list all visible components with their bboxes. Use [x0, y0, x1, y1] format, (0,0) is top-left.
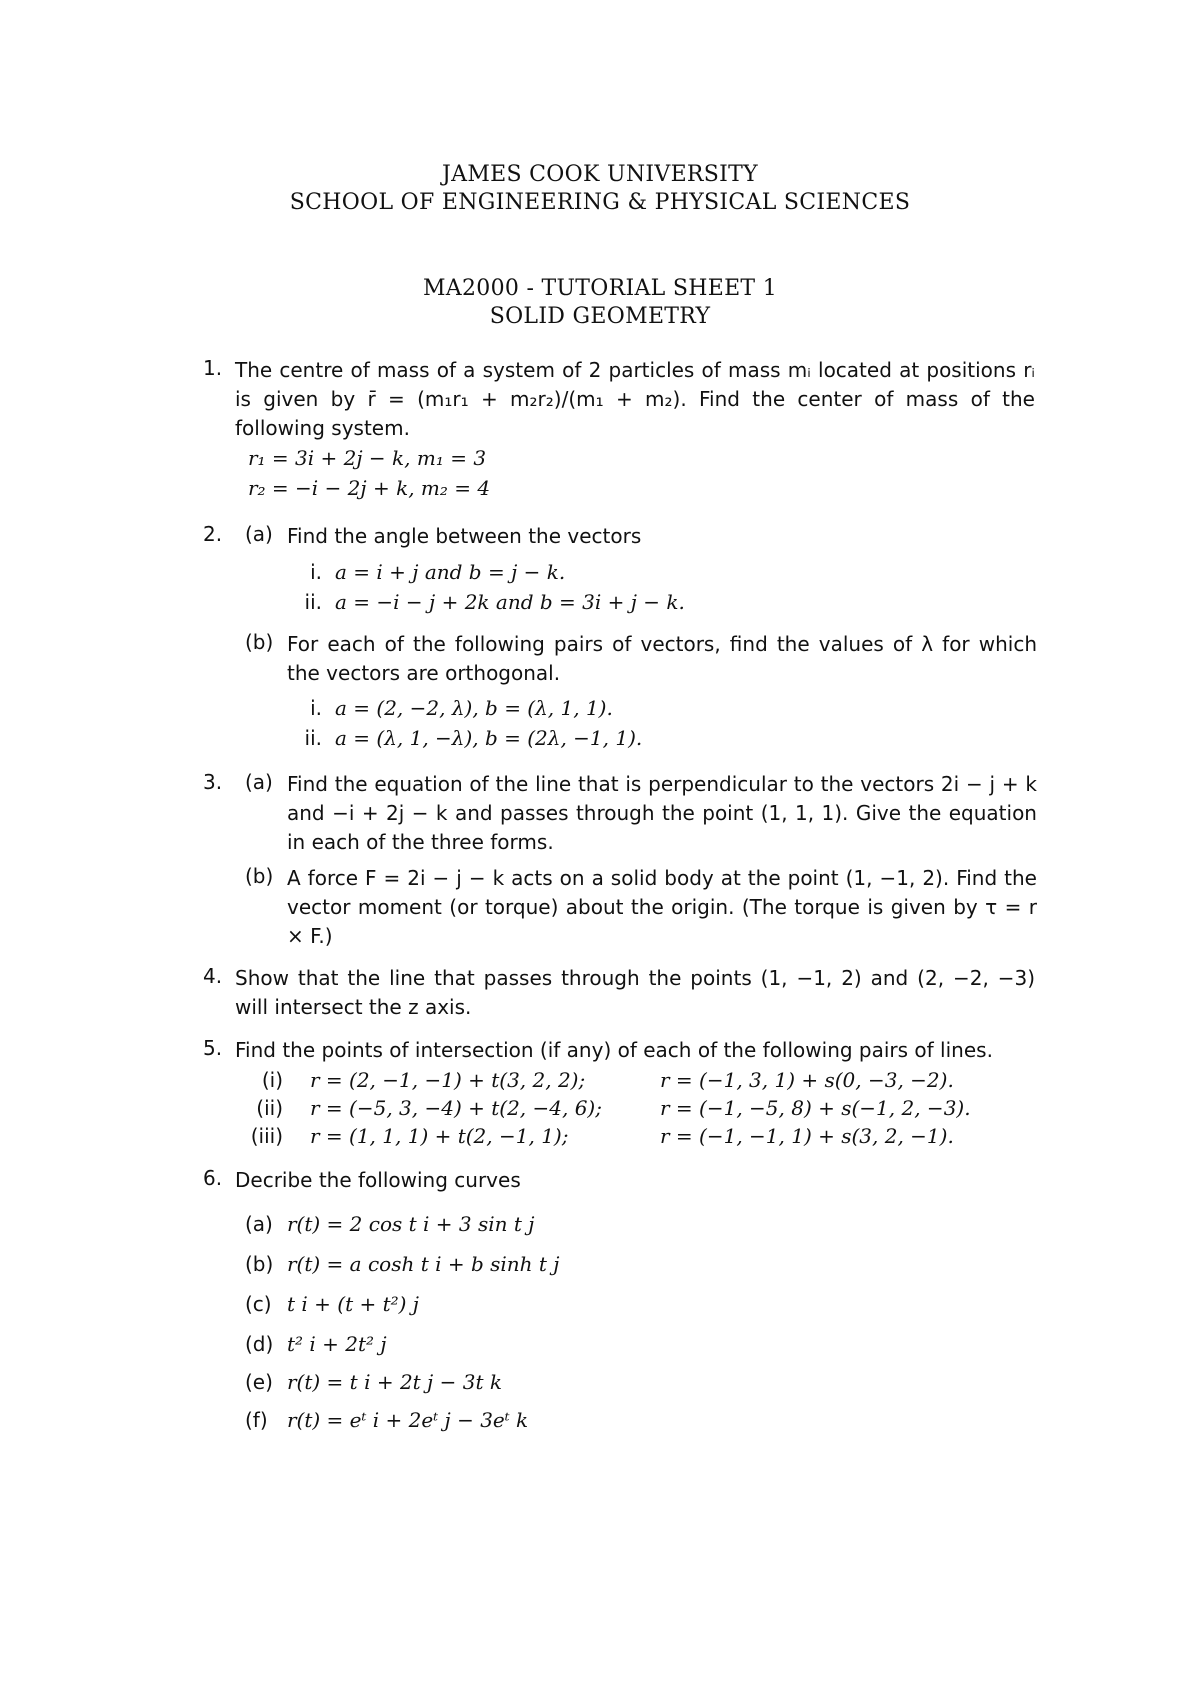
q2-number: 2. [203, 522, 223, 546]
q5-row-label: (i) [261, 1068, 283, 1092]
q5-number: 5. [203, 1036, 223, 1060]
q5-row-line2: r = (−1, −5, 8) + s(−1, 2, −3). [660, 1096, 971, 1120]
q1-text: The centre of mass of a system of 2 particles of mass mᵢ located at positions rᵢ is given by r̄ = (m₁r₁ + m₂r₂)/(m₁ + m₂). Find the center of mass of the following system. [235, 358, 1035, 440]
q3-number: 3. [203, 770, 223, 794]
q1-number: 1. [203, 356, 223, 380]
q5-text: Find the points of intersection (if any) of each of the following pairs of lines. [235, 1038, 993, 1062]
q3a-label: (a) [245, 770, 273, 794]
q5-row-label: (iii) [250, 1124, 283, 1148]
q2a-ii-label: ii. [304, 590, 322, 614]
q6-item-label: (b) [245, 1252, 274, 1276]
q1-eq2: r₂ = −i − 2j + k, m₂ = 4 [248, 476, 491, 500]
q5-row-line2: r = (−1, 3, 1) + s(0, −3, −2). [660, 1068, 954, 1092]
q6-number: 6. [203, 1166, 223, 1190]
q3b-text: A force F = 2i − j − k acts on a solid body at the point (1, −1, 2). Find the vector moment (or torque) about the origin. (The torque is given by τ = r × F.) [287, 866, 1037, 948]
q5-row-line1: r = (1, 1, 1) + t(2, −1, 1); [310, 1124, 569, 1148]
q6-item-eq: r(t) = a cosh t i + b sinh t j [287, 1252, 560, 1276]
q2b-i-text: a = (2, −2, λ), b = (λ, 1, 1). [335, 696, 613, 720]
q5-row-line1: r = (2, −1, −1) + t(3, 2, 2); [310, 1068, 586, 1092]
q5-row-line1: r = (−5, 3, −4) + t(2, −4, 6); [310, 1096, 602, 1120]
q5-row-line2: r = (−1, −1, 1) + s(3, 2, −1). [660, 1124, 954, 1148]
q2a-ii-text: a = −i − j + 2k and b = 3i + j − k. [335, 590, 685, 614]
q4-number: 4. [203, 964, 223, 988]
university-title: JAMES COOK UNIVERSITY [442, 162, 758, 187]
q6-item-label: (e) [245, 1370, 273, 1394]
q2a-i-label: i. [310, 560, 322, 584]
school-title: SCHOOL OF ENGINEERING & PHYSICAL SCIENCES [289, 190, 911, 215]
q2b-ii-label: ii. [304, 726, 322, 750]
q6-item-eq: r(t) = 2 cos t i + 3 sin t j [287, 1212, 535, 1236]
q6-item-eq: t i + (t + t²) j [287, 1292, 419, 1316]
q2a-label: (a) [245, 522, 273, 546]
q6-item-label: (f) [245, 1408, 268, 1432]
q2b-i-label: i. [310, 696, 322, 720]
q6-item-label: (c) [245, 1292, 272, 1316]
q2b-text: For each of the following pairs of vectors, find the values of λ for which the vectors are orthogonal. [287, 632, 1037, 685]
q6-item-eq: r(t) = t i + 2t j − 3t k [287, 1370, 502, 1394]
q6-item-label: (a) [245, 1212, 273, 1236]
q5-row-label: (ii) [256, 1096, 283, 1120]
sheet-title: MA2000 - TUTORIAL SHEET 1 [422, 276, 778, 301]
q2a-i-text: a = i + j and b = j − k. [335, 560, 566, 584]
q2b-label: (b) [245, 630, 274, 654]
q1-eq1: r₁ = 3i + 2j − k, m₁ = 3 [248, 446, 487, 470]
q6-item-eq: r(t) = eᵗ i + 2eᵗ j − 3eᵗ k [287, 1408, 529, 1432]
q6-item-label: (d) [245, 1332, 274, 1356]
q6-text: Decribe the following curves [235, 1168, 521, 1192]
q3a-text: Find the equation of the line that is perpendicular to the vectors 2i − j + k and −i + 2j − k and passes through the point (1, 1, 1). Give the equation in each of the three forms. [287, 772, 1037, 854]
q4-text: Show that the line that passes through the points (1, −1, 2) and (2, −2, −3) will intersect the z axis. [235, 966, 1035, 1019]
q2b-ii-text: a = (λ, 1, −λ), b = (2λ, −1, 1). [335, 726, 643, 750]
q6-item-eq: t² i + 2t² j [287, 1332, 387, 1356]
q2a-text: Find the angle between the vectors [287, 524, 642, 548]
q3b-label: (b) [245, 864, 274, 888]
topic-title: SOLID GEOMETRY [489, 304, 711, 329]
